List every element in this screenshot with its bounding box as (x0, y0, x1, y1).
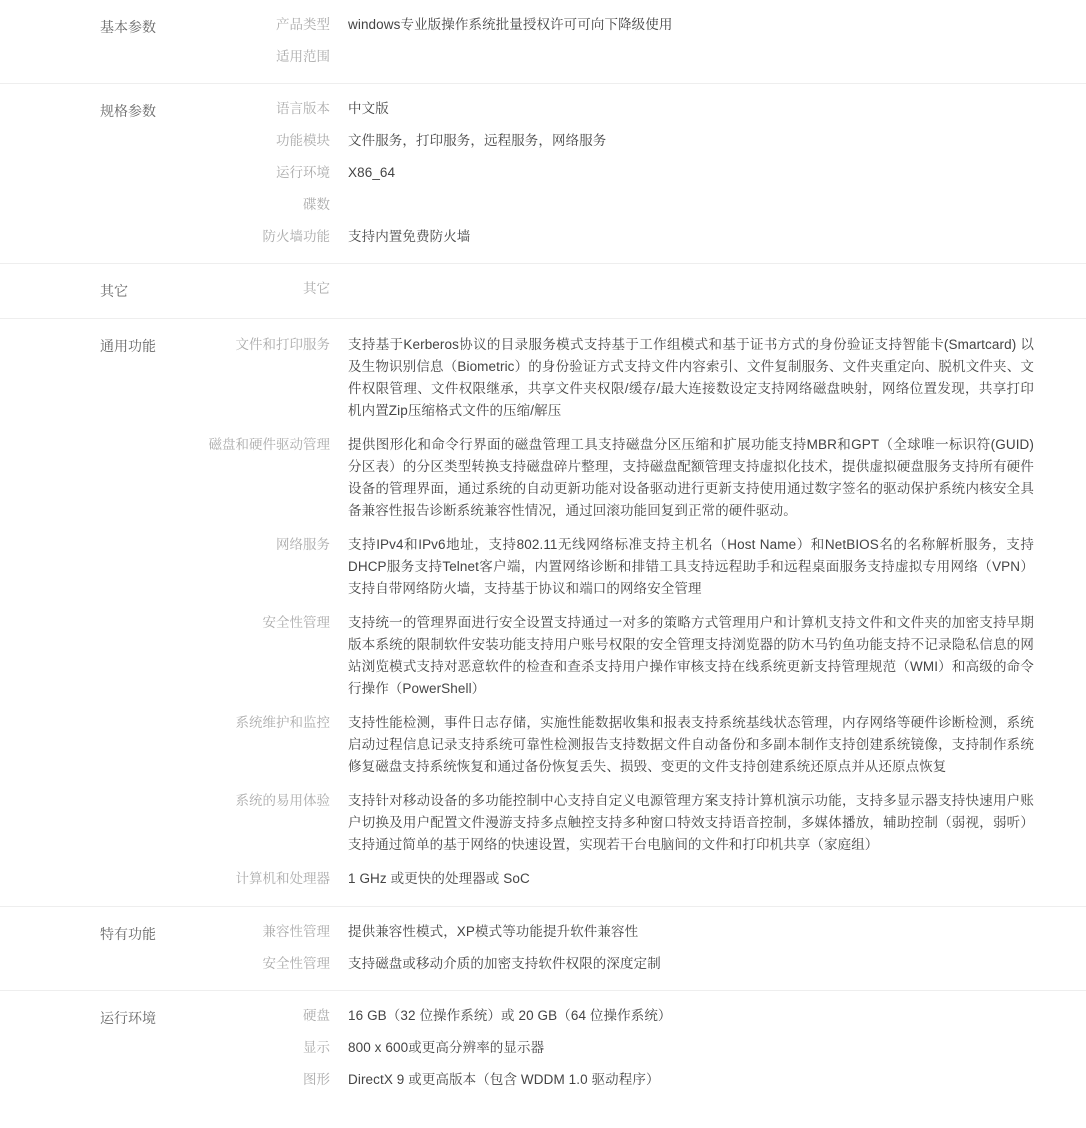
spec-attribute-value (348, 278, 1086, 300)
spec-attribute-list (205, 907, 1086, 990)
spec-group-title: 其它 (100, 283, 128, 299)
spec-group (0, 0, 1086, 83)
spec-attribute-row (205, 93, 1086, 125)
spec-attribute-value: 中文版 (348, 101, 389, 116)
spec-attribute-value: DirectX 9 或更高版本（包含 WDDM 1.0 驱动程序） (348, 1072, 660, 1087)
spec-group-row (0, 907, 1086, 990)
spec-attribute-label: 语言版本 (276, 101, 330, 116)
spec-group-row (0, 264, 1086, 318)
spec-attribute-label: 网络服务 (276, 537, 330, 552)
spec-group (0, 906, 1086, 990)
spec-attribute-value (348, 194, 1086, 216)
spec-attribute-row (205, 273, 1086, 305)
spec-attribute-row (205, 862, 1086, 896)
spec-group (0, 83, 1086, 263)
spec-attribute-row (205, 9, 1086, 41)
spec-attribute-row (205, 706, 1086, 784)
spec-attribute-value: 支持统一的管理界面进行安全设置支持通过一对多的策略方式管理用户和计算机支持文件和文件夹的加密支持早期版本系统的限制软件安装功能支持用户账号权限的安全管理支持浏览器的防木马钓鱼功能支持不记录隐私信息的网站浏览模式支持对恶意软件的检查和查杀支持用户操作审核支持在线系统更新支持管理规范（WMI）和高级的命令行操作（PowerShell） (348, 615, 1034, 696)
spec-attribute-label: 安全性管理 (262, 615, 330, 630)
spec-attribute-label: 文件和打印服务 (235, 337, 330, 352)
spec-attribute-label: 安全性管理 (262, 956, 330, 971)
spec-attribute-row (205, 606, 1086, 706)
spec-group-row (0, 0, 1086, 83)
spec-group (0, 318, 1086, 906)
spec-attribute-row (205, 1000, 1086, 1032)
spec-attribute-label: 显示 (303, 1040, 330, 1055)
spec-attribute-row (205, 528, 1086, 606)
spec-attribute-value: 支持基于Kerberos协议的目录服务模式支持基于工作组模式和基于证书方式的身份验证支持智能卡(Smartcard) 以及生物识别信息（Biometric）的身份验证方式支持文件内容索引、文件复制服务、文件夹重定向、脱机文件夹、文件权限管理、文件权限继承，共享文件夹权限/缓存/最大连接数设定支持网络磁盘映射，网络位置发现，共享打印机内置Zip压缩格式文件的压缩/解压 (348, 337, 1034, 418)
spec-attribute-list (205, 0, 1086, 83)
spec-attribute-label: 硬盘 (303, 1008, 330, 1023)
spec-group (0, 990, 1086, 1106)
spec-group-row (0, 319, 1086, 906)
spec-attribute-row (205, 328, 1086, 428)
spec-attribute-value: 支持性能检测，事件日志存储，实施性能数据收集和报表支持系统基线状态管理，内存网络等硬件诊断检测，系统启动过程信息记录支持系统可靠性检测报告支持数据文件自动备份和多副本制作支持创建系统镜像，支持制作系统修复磁盘支持系统恢复和通过备份恢复丢失、损毁、变更的文件支持创建系统还原点并从还原点恢复 (348, 715, 1034, 774)
spec-attribute-value: 文件服务，打印服务，远程服务，网络服务 (348, 133, 607, 148)
spec-attribute-label: 防火墙功能 (262, 229, 330, 244)
spec-attribute-label: 系统维护和监控 (235, 715, 330, 730)
spec-attribute-label: 系统的易用体验 (235, 793, 330, 808)
spec-attribute-label: 兼容性管理 (262, 924, 330, 939)
spec-group-title: 通用功能 (100, 338, 156, 354)
spec-attribute-value: 800 x 600或更高分辨率的显示器 (348, 1040, 545, 1055)
spec-attribute-value: windows专业版操作系统批量授权许可可向下降级使用 (348, 17, 673, 32)
spec-attribute-row (205, 1032, 1086, 1064)
spec-attribute-list (205, 264, 1086, 315)
spec-attribute-value: 支持针对移动设备的多功能控制中心支持自定义电源管理方案支持计算机演示功能，支持多显示器支持快速用户账户切换及用户配置文件漫游支持多点触控支持多种窗口特效支持语音控制，多媒体播放，辅助控制（弱视，弱听）支持通过简单的基于网络的快速设置，实现若干台电脑间的文件和打印机共享（家庭组） (348, 793, 1034, 852)
spec-attribute-label: 计算机和处理器 (235, 871, 330, 886)
spec-attribute-row (205, 1064, 1086, 1096)
spec-attribute-label: 适用范围 (276, 49, 330, 64)
spec-attribute-row (205, 916, 1086, 948)
spec-attribute-row (205, 125, 1086, 157)
spec-attribute-list (205, 991, 1086, 1106)
spec-attribute-row (205, 428, 1086, 528)
spec-attribute-value: 支持IPv4和IPv6地址，支持802.11无线网络标准支持主机名（Host Name）和NetBIOS名的名称解析服务，支持DHCP服务支持Telnet客户端，内置网络诊断和排错工具支持远程助手和远程桌面服务支持虚拟专用网络（VPN）支持自带网络防火墙，支持基于协议和端口的网络安全管理 (348, 537, 1034, 596)
spec-attribute-label: 运行环境 (276, 165, 330, 180)
spec-attribute-list (205, 319, 1086, 906)
spec-attribute-value: X86_64 (348, 165, 396, 180)
spec-attribute-row (205, 784, 1086, 862)
spec-attribute-value: 支持磁盘或移动介质的加密支持软件权限的深度定制 (348, 956, 661, 971)
spec-group-title: 规格参数 (100, 103, 156, 119)
spec-attribute-row (205, 157, 1086, 189)
spec-attribute-label: 其它 (303, 281, 330, 296)
spec-attribute-label: 图形 (303, 1072, 330, 1087)
spec-attribute-row (205, 221, 1086, 253)
spec-attribute-value: 提供图形化和命令行界面的磁盘管理工具支持磁盘分区压缩和扩展功能支持MBR和GPT（全球唯一标识符(GUID)分区表）的分区类型转换支持磁盘碎片整理，支持磁盘配额管理支持虚拟化技术，提供虚拟硬盘服务支持所有硬件设备的管理界面，通过系统的自动更新功能对设备驱动进行更新支持使用通过数字签名的驱动保护系统内核安全具备兼容性报告诊断系统兼容性情况，通过回滚功能回复到正常的硬件驱动。 (348, 437, 1034, 518)
spec-attribute-value (348, 46, 1086, 68)
spec-attribute-value: 提供兼容性模式，XP模式等功能提升软件兼容性 (348, 924, 639, 939)
spec-attribute-row (205, 189, 1086, 221)
spec-group-row (0, 991, 1086, 1106)
spec-attribute-label: 产品类型 (276, 17, 330, 32)
spec-attribute-list (205, 84, 1086, 263)
spec-group-title: 特有功能 (100, 926, 156, 942)
spec-attribute-label: 功能模块 (276, 133, 330, 148)
spec-attribute-row (205, 41, 1086, 73)
spec-attribute-label: 碟数 (303, 197, 330, 212)
spec-attribute-label: 磁盘和硬件驱动管理 (208, 437, 330, 452)
spec-attribute-value: 支持内置免费防火墙 (348, 229, 471, 244)
spec-group-title: 运行环境 (100, 1010, 156, 1026)
spec-attribute-value: 16 GB（32 位操作系统）或 20 GB（64 位操作系统） (348, 1008, 672, 1023)
spec-group-title: 基本参数 (100, 19, 156, 35)
spec-attribute-row (205, 948, 1086, 980)
spec-group-row (0, 84, 1086, 263)
spec-attribute-value: 1 GHz 或更快的处理器或 SoC (348, 871, 530, 886)
spec-group (0, 263, 1086, 318)
